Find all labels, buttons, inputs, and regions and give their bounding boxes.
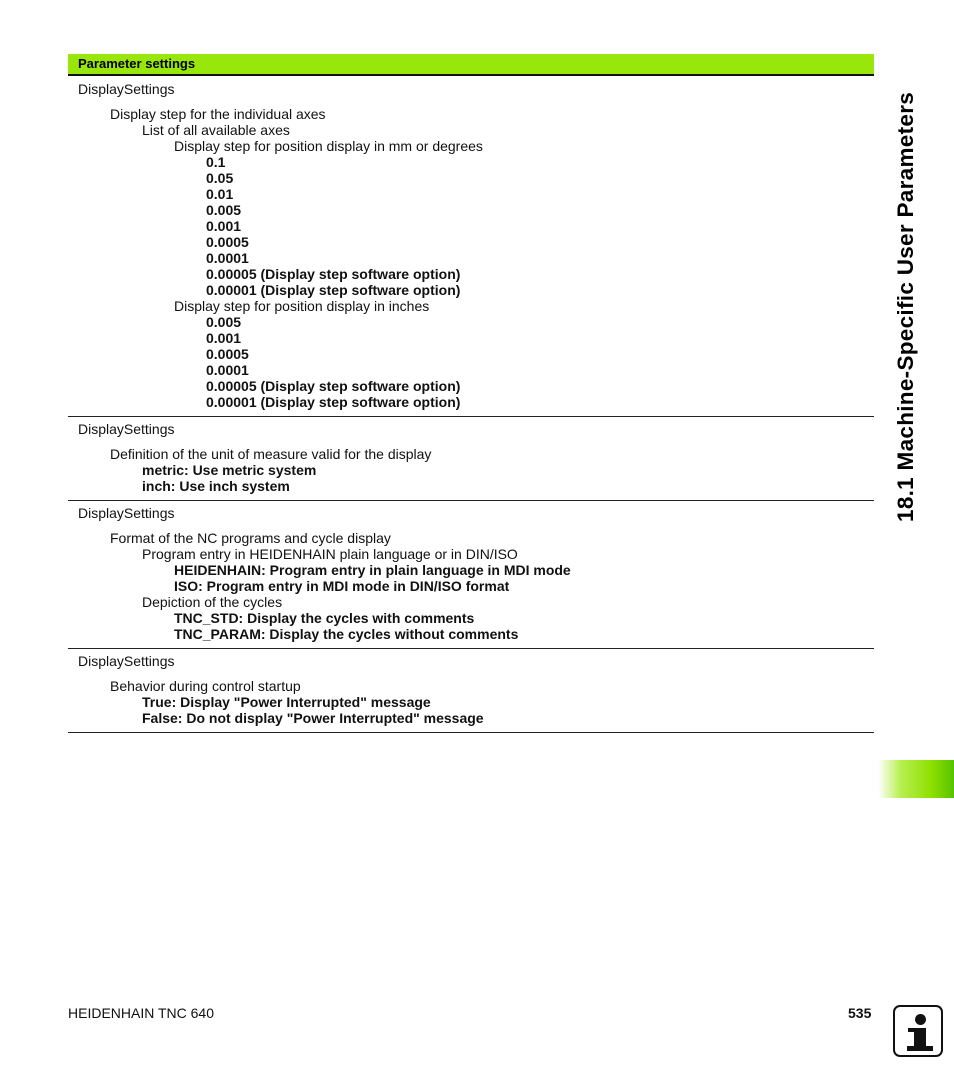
chapter-tab-marker xyxy=(878,760,954,798)
section-heading: DisplaySettings xyxy=(78,421,175,437)
parameter-description: List of all available axes xyxy=(142,122,290,138)
parameter-description: Display step for position display in inches xyxy=(174,298,430,314)
parameter-settings-header xyxy=(68,54,874,76)
parameter-value: 0.0005 xyxy=(206,234,249,250)
section-heading: DisplaySettings xyxy=(78,505,175,521)
parameter-value: inch: Use inch system xyxy=(142,478,290,494)
parameter-value: TNC_PARAM: Display the cycles without comments xyxy=(174,626,519,642)
parameter-description: Behavior during control startup xyxy=(110,678,301,694)
parameter-value: ISO: Program entry in MDI mode in DIN/ISO format xyxy=(174,578,510,594)
parameter-value: 0.05 xyxy=(206,170,234,186)
parameter-description: Display step for the individual axes xyxy=(110,106,326,122)
chapter-side-title: 18.1 Machine-Specific User Parameters xyxy=(893,91,918,522)
parameter-value: False: Do not display "Power Interrupted" message xyxy=(142,710,484,726)
parameter-description: Format of the NC programs and cycle display xyxy=(110,530,391,546)
parameter-value: HEIDENHAIN: Program entry in plain language in MDI mode xyxy=(174,562,571,578)
parameter-value: 0.0005 xyxy=(206,346,249,362)
footer-product-name: HEIDENHAIN TNC 640 xyxy=(68,1005,215,1021)
section-heading: DisplaySettings xyxy=(78,653,175,669)
parameter-value: metric: Use metric system xyxy=(142,462,317,478)
parameter-value: 0.00005 (Display step software option) xyxy=(206,378,461,394)
parameter-description: Display step for position display in mm or degrees xyxy=(174,138,483,154)
parameter-value: 0.00005 (Display step software option) xyxy=(206,266,461,282)
parameter-section xyxy=(68,649,874,733)
parameter-settings-title: Parameter settings xyxy=(78,56,196,71)
parameter-value: 0.01 xyxy=(206,186,234,202)
parameter-description: Depiction of the cycles xyxy=(142,594,283,610)
parameter-section xyxy=(68,417,874,501)
parameter-value: 0.0001 xyxy=(206,250,249,266)
parameter-value: 0.001 xyxy=(206,330,242,346)
parameter-value: TNC_STD: Display the cycles with comments xyxy=(174,610,475,626)
info-icon xyxy=(893,1005,943,1057)
parameter-value: True: Display "Power Interrupted" message xyxy=(142,694,431,710)
section-heading: DisplaySettings xyxy=(78,81,175,97)
parameter-value: 0.00001 (Display step software option) xyxy=(206,282,461,298)
footer-page-number: 535 xyxy=(848,1005,872,1021)
parameter-section xyxy=(68,77,874,417)
parameter-value: 0.005 xyxy=(206,202,242,218)
parameter-table xyxy=(68,77,874,733)
parameter-description: Program entry in HEIDENHAIN plain language or in DIN/ISO xyxy=(142,546,518,562)
parameter-value: 0.001 xyxy=(206,218,242,234)
parameter-description: Definition of the unit of measure valid for the display xyxy=(110,446,432,462)
parameter-value: 0.00001 (Display step software option) xyxy=(206,394,461,410)
parameter-section xyxy=(68,501,874,649)
parameter-value: 0.0001 xyxy=(206,362,249,378)
parameter-value: 0.005 xyxy=(206,314,242,330)
parameter-value: 0.1 xyxy=(206,154,226,170)
